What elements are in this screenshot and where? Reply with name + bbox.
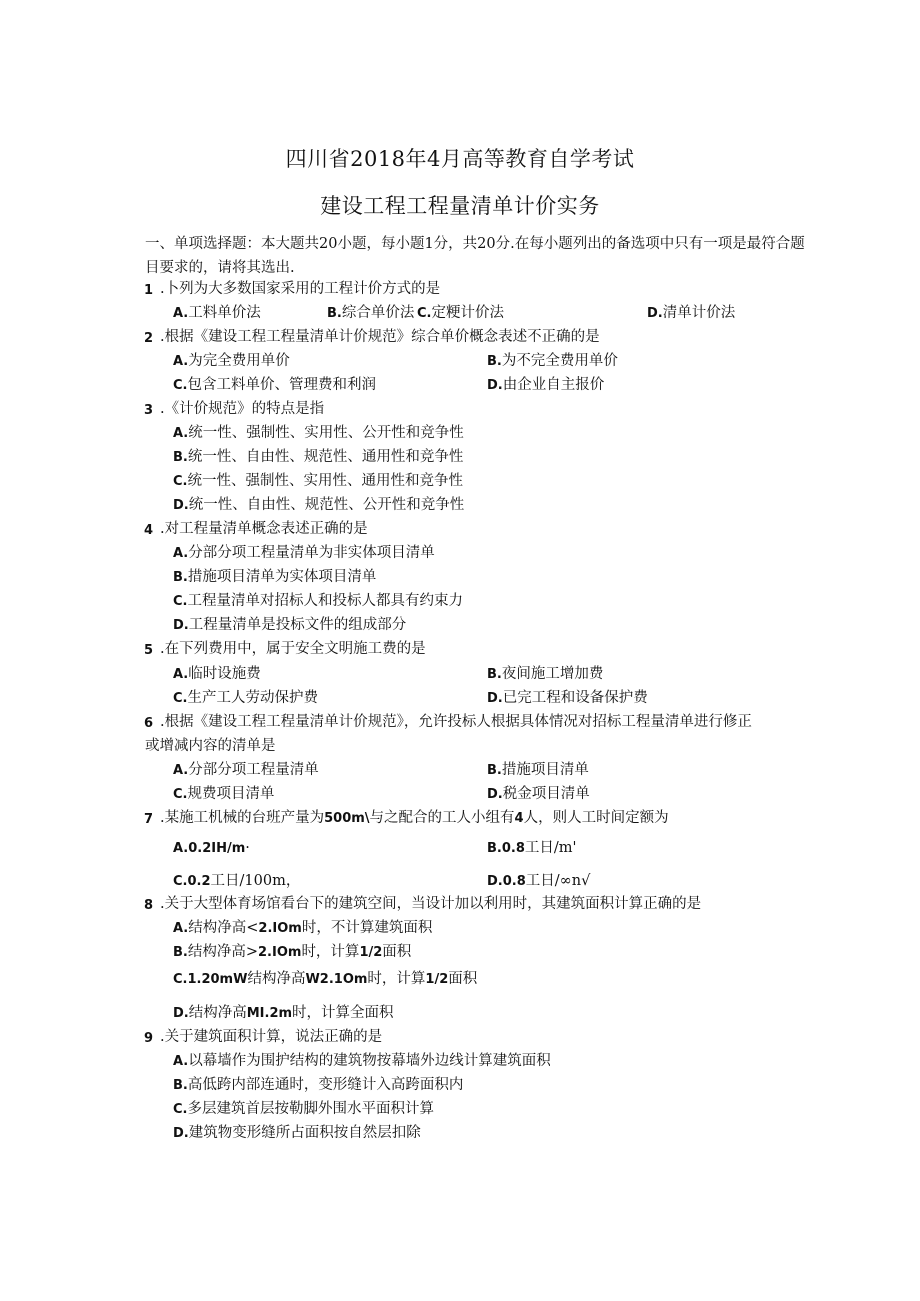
option-a: A.分部分项工程量清单为非实体项目清单 bbox=[173, 545, 435, 561]
option-c: C.0.2工日/100m， bbox=[173, 873, 301, 889]
option-b: B.措施项目清单为实体项目清单 bbox=[173, 569, 377, 585]
option-b: B.综合单价法 bbox=[327, 305, 415, 321]
option-b: B.高低跨内部连通时，变形缝计入高跨面积内 bbox=[173, 1077, 464, 1093]
option-b: B.统一性、自由性、规范性、通用性和竞争性 bbox=[173, 449, 464, 465]
question-number: 3 bbox=[144, 403, 154, 418]
question-number: 6 bbox=[144, 716, 154, 731]
option-c: C.规费项目清单 bbox=[173, 786, 275, 802]
question-number: 9 bbox=[144, 1031, 154, 1046]
option-b: B.为不完全费用单价 bbox=[487, 353, 618, 369]
option-a: A.分部分项工程量清单 bbox=[173, 762, 319, 778]
option-a: A.结构净高<2.IOm时，不计算建筑面积 bbox=[173, 920, 433, 936]
option-a: A.为完全费用单价 bbox=[173, 353, 290, 369]
option-d: D.工程量清单是投标文件的组成部分 bbox=[173, 617, 407, 633]
question-number: 7 bbox=[144, 812, 154, 827]
option-d: D.0.8工日/∞n√ bbox=[487, 873, 591, 889]
option-a: A.工料单价法 bbox=[173, 305, 261, 321]
question-text: .根据《建设工程工程量清单计价规范》，允许投标人根据具体情况对招标工程量清单进行修正 bbox=[160, 714, 752, 730]
option-c: C.统一性、强制性、实用性、通用性和竞争性 bbox=[173, 473, 463, 489]
option-b: B.0.8工日/m' bbox=[487, 840, 577, 856]
option-c: C.多层建筑首层按勒脚外围水平面积计算 bbox=[173, 1101, 434, 1117]
question-text: .某施工机械的台班产量为500m\与之配合的工人小组有4人，则人工时间定额为 bbox=[160, 810, 669, 826]
question-text: .卜列为大多数国家采用的工程计价方式的是 bbox=[160, 281, 441, 297]
option-d: D.已完工程和设备保护费 bbox=[487, 690, 648, 706]
question-number: 2 bbox=[144, 331, 154, 346]
question-text: .关于大型体育场馆看台下的建筑空间，当设计加以利用时，其建筑面积计算正确的是 bbox=[160, 896, 702, 912]
option-a: A.临时设施费 bbox=[173, 666, 261, 682]
option-c: C.生产工人劳动保护费 bbox=[173, 690, 318, 706]
option-d: D.税金项目清单 bbox=[487, 786, 590, 802]
question-text: .《计价规范》的特点是指 bbox=[160, 401, 325, 417]
option-c: C.1.20mW结构净高W2.1Om时，计算1/2面积 bbox=[173, 971, 478, 987]
option-b: B.措施项目清单 bbox=[487, 762, 589, 778]
question-text-continued: 或增减内容的清单是 bbox=[145, 738, 276, 754]
option-a: A.统一性、强制性、实用性、公开性和竞争性 bbox=[173, 425, 464, 441]
section-heading: 一、单项选择题：本大题共20小题，每小题1分，共20分.在每小题列出的备选项中只有一项是最符合题目要求的，请将其选出. bbox=[145, 236, 805, 276]
option-c: C.定粳计价法 bbox=[417, 305, 504, 321]
option-b: B.结构净高>2.IOm时，计算1/2面积 bbox=[173, 944, 412, 960]
option-d: D.统一性、自由性、规范性、公开性和竞争性 bbox=[173, 497, 465, 513]
question-number: 8 bbox=[144, 898, 154, 913]
option-d: D.建筑物变形缝所占面积按自然层扣除 bbox=[173, 1125, 421, 1141]
option-d: D.由企业自主报价 bbox=[487, 377, 605, 393]
question-text: .根据《建设工程工程量清单计价规范》综合单价概念表述不正确的是 bbox=[160, 329, 600, 345]
question-number: 5 bbox=[144, 643, 154, 658]
course-title: 建设工程工程量清单计价实务 bbox=[320, 194, 600, 218]
question-text: .关于建筑面积计算，说法正确的是 bbox=[160, 1029, 383, 1045]
question-text: .在下列费用中，属于安全文明施工费的是 bbox=[160, 641, 426, 657]
option-a: A.以幕墙作为围护结构的建筑物按幕墙外边线计算建筑面积 bbox=[173, 1053, 551, 1069]
question-number: 4 bbox=[144, 523, 154, 538]
option-d: D.清单计价法 bbox=[647, 305, 736, 321]
question-text: .对工程量清单概念表述正确的是 bbox=[160, 521, 368, 537]
option-c: C.工程量清单对招标人和投标人都具有约束力 bbox=[173, 593, 463, 609]
option-a: A.0.2IH/m· bbox=[173, 840, 250, 856]
exam-title: 四川省2018年4月高等教育自学考试 bbox=[285, 147, 635, 171]
option-c: C.包含工料单价、管理费和利润 bbox=[173, 377, 376, 393]
question-number: 1 bbox=[144, 283, 154, 298]
option-b: B.夜间施工增加费 bbox=[487, 666, 604, 682]
option-d: D.结构净高MI.2m时，计算全面积 bbox=[173, 1005, 394, 1021]
